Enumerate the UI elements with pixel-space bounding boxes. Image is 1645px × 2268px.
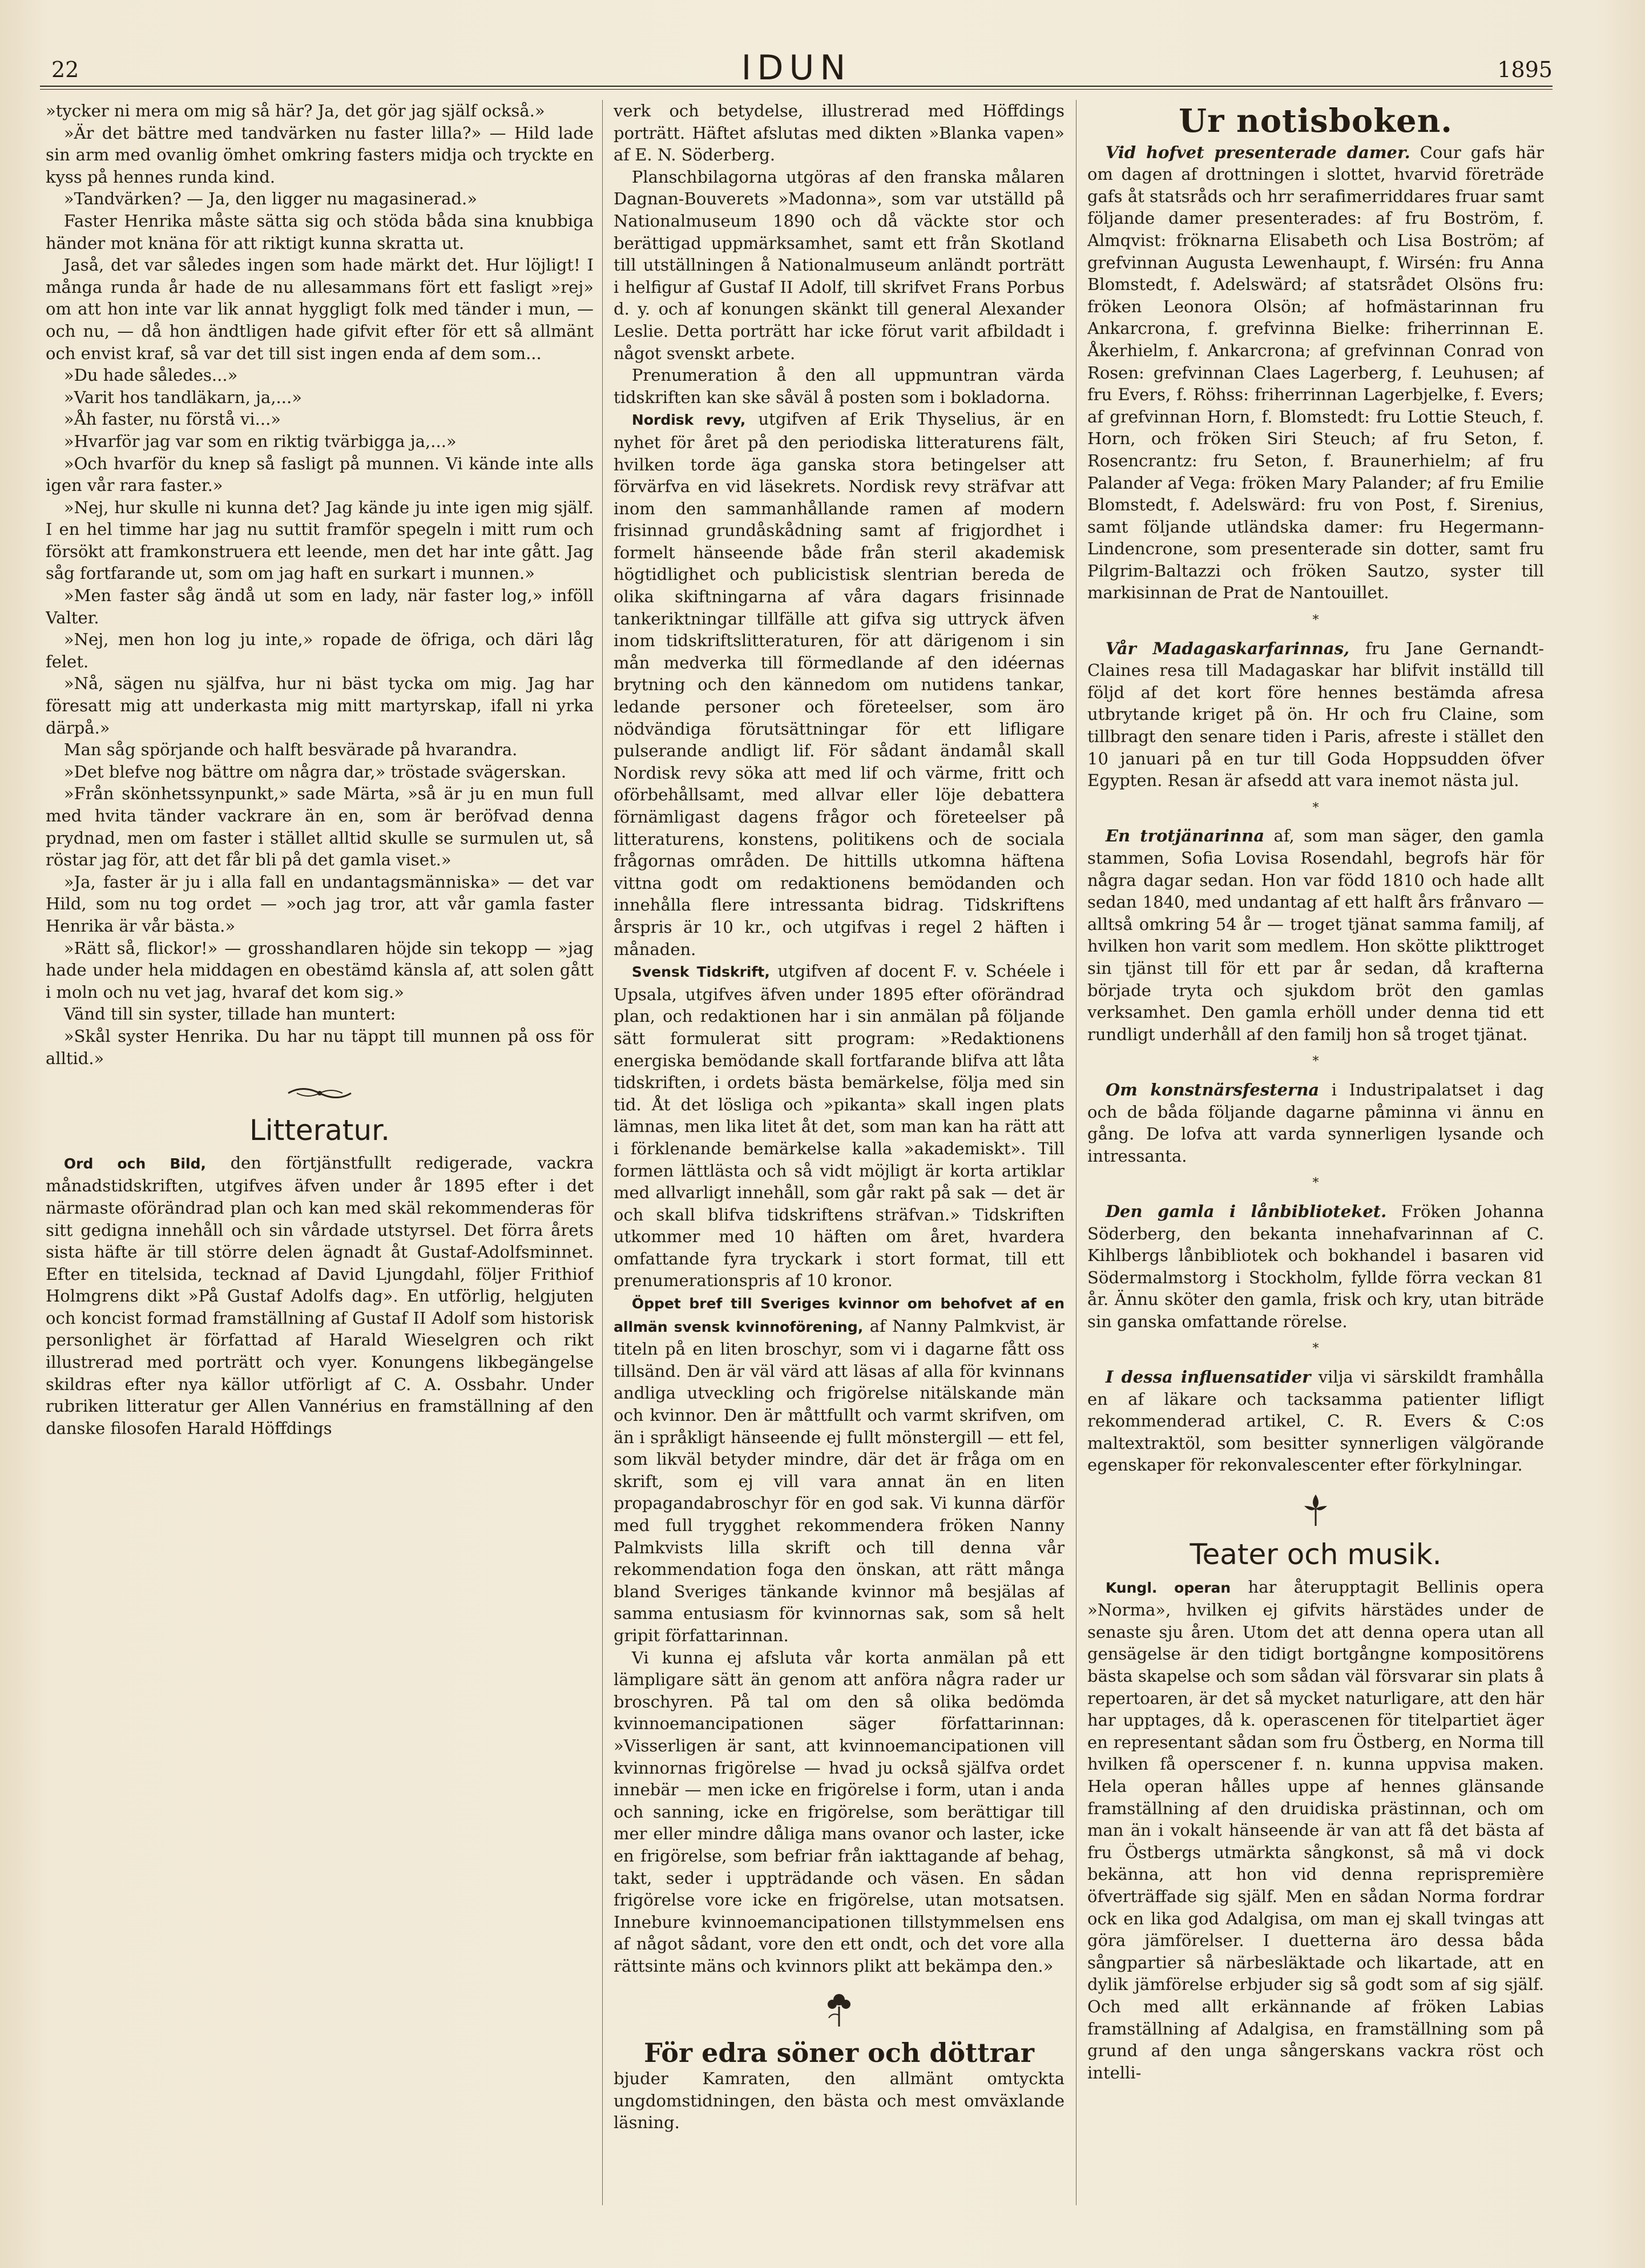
story-paragraph: Vänd till sin syster, tillade han muntert: xyxy=(63,1004,396,1024)
review-paragraph xyxy=(46,1152,594,1440)
story-paragraph: »Och hvarför du knep så fasligt på munnen. Vi kände inte alls igen vår rara faster.» xyxy=(46,453,594,496)
review-paragraph xyxy=(614,960,1065,1292)
separator-star: * xyxy=(1312,800,1319,815)
page-header xyxy=(40,46,1553,91)
review-lead: Nordisk revy, xyxy=(631,412,746,429)
story-paragraph: »Ja, faster är ju i alla fall en undantagsmänniska» — det var Hild, som nu tog ordet — »och jag tror, att vår gamla faster Henrika är vår bästa.» xyxy=(46,872,594,936)
notice-paragraph xyxy=(1087,1079,1544,1167)
review-paragraph xyxy=(614,1292,1065,1647)
flower-ornament-icon xyxy=(1296,1489,1336,1529)
flourish-ornament-icon xyxy=(285,1082,354,1105)
separator-star: * xyxy=(1312,1342,1319,1356)
notice-body: af, som man säger, den gamla stammen, Sofia Lovisa Rosendahl, begrofs här för några dagar sedan. Hon var född 1810 och hade allt sedan 1840, med undantag af ett halft års frånvaro — alltså omkring 54 år — troget tjänat samma familj, af hvilken hon varit som medlem. Hon skötte plikttroget sin tjänst till för ett par år sedan, då krafterna började tryta och sjukdom bröt den gamlas verksamhet. Den gamla erhöll under denna tid ett rundligt underhåll af den familj hon så troget tjänat. xyxy=(1087,826,1544,1044)
review-paragraph: verk och betydelse, illustrerad med Höffdings porträtt. Häftet afslutas med dikten »Blanka vapen» af E. N. Söderberg. xyxy=(614,101,1065,165)
column-middle xyxy=(614,100,1065,2205)
review-lead: Ord och Bild, xyxy=(63,1155,206,1172)
column-right xyxy=(1087,100,1544,2205)
flower-ornament-icon xyxy=(822,1989,856,2029)
theatre-body: har återupptagit Bellinis opera »Norma», hvilken ej gifvits härstädes under de senaste sju åren. Utom det att denna opera utan all gensägelse är den tidigt bortgångne kompositörens bästa skapelse och som sådan väl försvarar sin plats å repertoaren, är det så mycket naturligare, att den här har upptages, då k. operascenen för titelpartiet äger en representant sådan som fru Östberg, en Norma till hvilken få operscener f. n. kunna uppvisa maken. Hela operan hålles uppe af hennes glänsande framställning af den druidiska prästinnan, och om man än i vokalt hänseende är van att få det bästa af fru Östbergs utmärkta sångkonst, så må vi dock bekänna, att hon vid denna reprispremière öfverträffade sig själf. Men en sådan Norma fordrar ock en lika god Adalgisa, om man ej skall tvingas att göra jämförelser. I duetterna äro dessa båda sångpartier så närbesläktade och likartade, att en dylik jämförelse erbjuder sig så godt som af sig själf. Och med allt erkännande af fröken Labias framställning af Adalgisa, en framställning som på grund af den unga sångerskans vackra röst och intelli- xyxy=(1087,1577,1544,2082)
story-paragraph: »Skål syster Henrika. Du har nu täppt till munnen på oss för alltid.» xyxy=(46,1026,594,1068)
story-paragraph: »Åh faster, nu förstå vi...» xyxy=(63,409,281,429)
review-body: af Nanny Palmkvist, är titeln på en liten broschyr, som vi i dagarne fått oss tillsänd. Den är väl värd att läsas af alla för kvinnans andliga utveckling och frigörelse nitälskande män och kvinnor. Den är måttfullt och varmt skrifven, om än i språkligt hänseende ej fullt mönstergill — ett fel, som likväl betyder mindre, där det är fråga om en skrift, som ej vill vara annat än en liten propagandabroschyr för en god sak. Vi kunna därför med full trygghet rekommendera fröken Nanny Palmkvists lilla skrift och till denna vår rekommendation foga den önskan, att rätt många bland Sveriges tänkande kvinnor må besjälas af samma entusiasm för kvinnornas sak, som så helt gripit författarinnan. xyxy=(614,1316,1065,1645)
story-paragraph: Faster Henrika måste sätta sig och stöda båda sina knubbiga händer mot knäna för att riktigt kunna skratta ut. xyxy=(46,211,594,253)
review-lead: Öppet bref till Sveriges kvinnor om behofvet af en allmän svensk kvinnoförening, xyxy=(614,1295,1065,1335)
review-paragraph: Prenumeration å den all uppmuntran värda tidskriften kan ske såväl å posten som i bokladorna. xyxy=(614,365,1065,407)
review-body: den förtjänstfullt redigerade, vackra månadstidskriften, utgifves äfven under år 1895 efter i det närmaste oförändrad plan och kan med skäl rekommenderas för sitt gedigna innehåll och sin vårdade utstyrsel. Det förra årets sista häfte är till större delen ägnadt åt Gustaf-Adolfsminnet. Efter en titelsida, tecknad af David Ljungdahl, följer Frithiof Holmgrens dikt »På Gustaf Adolfs dag». En utförlig, helgjuten och koncist formad framställning af Gustaf II Adolf som historisk personlighet är författad af Harald Wieselgren och rikt illustrerad med porträtt och vyer. Konungens likbegängelse skildras efter nya källor utförligt af C. A. Ossbahr. Under rubriken litteratur ger Allen Vannérius en framställning af den danske filosofen Harald Höffdings xyxy=(46,1153,594,1438)
page-number: 22 xyxy=(51,57,79,82)
notice-body: i Industripalatset i dag och de båda följande dagarne påminna vi ännu en gång. De lofva att varda synnerligen lysande och intressanta. xyxy=(1087,1079,1544,1166)
story-paragraph: »Hvarför jag var som en riktig tvärbigga ja,...» xyxy=(63,431,457,451)
header-rule xyxy=(40,86,1553,87)
notice-body: fru Jane Gernandt-Claines resa till Madagaskar har blifvit inställd till följd af det kort före hennes bestämda afresa utbrytande kriget på ön. Hr och fru Claine, som tillbragt den senare tiden i Paris, afreste i stället den 10 januari på en tur till Goda Hoppsudden öfver Egypten. Resan är afsedd att vara inemot nästa jul. xyxy=(1087,638,1544,791)
review-paragraph: Planschbilagorna utgöras af den franska målaren Dagnan-Bouverets »Madonna», som var utställd på Nationalmuseum 1890 och då väckte stor och berättigad uppmärksamhet, samt ett från Skotland till utställningen å Nationalmuseum anländt porträtt i helfigur af Gustaf II Adolf, till skrifvet Frans Porbus d. y. och af konungen skänkt till general Alexander Leslie. Detta porträtt har icke förut varit afbildadt i något svenskt arbete. xyxy=(614,167,1065,363)
notice-paragraph xyxy=(1087,1201,1544,1333)
review-body: utgifven af Erik Thyselius, är en nyhet för året på den periodiska litteraturens fält, hvilken torde äga ganska stora betingelser att förvärfva en vid läsekrets. Nordisk revy sträfvar att inom den sammanhållande ramen af modern frisinnad grundåskådning samt af frigjordhet i formelt hänseende både från steril akademisk högtidlighet och publicistisk slentrian bereda de olika skiftningarna af våra dagars frisinnade tankeriktningar tillfälle att gifva sig uttryck äfven inom tidskriftslitteraturen, för att därigenom i sin mån medverka till förmedlande af den idéernas brytning och den kännedom om nutidens tankar, ledande personer och företeelser, som äro nödvändiga förutsättningar för ett lifligare pulserande andligt lif. För sådant ändamål skall Nordisk revy söka att med lif och värme, fritt och oförbehållsamt, med allvar eller löje debattera förnämligast dagens frågor och företeelser på litteraturens, konstens, politikens och de sociala frågornas områden. De hittills utkomna häftena vittna godt om redaktionens bemödanden och innehålla flere intressanta bidrag. Tidskriftens årspris är 10 kr., och utgifvas i regel 2 häften i månaden. xyxy=(614,409,1065,959)
story-paragraph: Jaså, det var således ingen som hade märkt det. Hur löjligt! I många runda år hade de nu allesammans fört ett fasligt »rej» om att hon inte var lik annat hyggligt folk med tänder i mun, — och nu, — då hon ändtligen hade gifvit efter för ett så allmänt och envist kraf, så var det till sist ingen enda af dem som... xyxy=(46,255,594,363)
story-paragraph: »Men faster såg ändå ut som en lady, när faster log,» inföll Valter. xyxy=(46,586,594,627)
notice-lead: Om konstnärsfesterna xyxy=(1105,1079,1320,1099)
review-body: utgifven af docent F. v. Schéele i Upsala, utgifves äfven under 1895 efter oförändrad plan, och redaktionen har i sin anmälan på följande sätt formulerat sitt program: »Redaktionens energiska bemödande skall fortfarande blifva att låta tidskriften, i ordets bästa bemärkelse, följa med sin tid. Åt det lösliga och »pikanta» skall ingen plats lämnas, men lika litet åt det, som man kan ha rätt att i förklenande bemärkelse kalla »akademiskt». Till formen lättlästa och så vidt möjligt är korta artiklar med allvarligt innehåll, som går rakt på sak — det är och skall blifva tidskriftens sträfvan.» Tidskriften utkommer med 10 häften om året, hvardera omfattande fyra tryckark i stort format, till ett prenumerationspris af 10 kronor. xyxy=(614,961,1065,1291)
story-paragraph: »Varit hos tandläkarn, ja,...» xyxy=(63,387,302,407)
notice-paragraph xyxy=(1087,825,1544,1045)
story-paragraph: »Nå, sägen nu själfva, hur ni bäst tycka om mig. Jag har föresatt mig att underkasta mig mitt martyrskap, ifall ni yrka därpå.» xyxy=(46,674,594,738)
notice-paragraph xyxy=(1087,638,1544,792)
notice-lead: En trotjänarinna xyxy=(1105,826,1265,846)
story-paragraph: »tycker ni mera om mig så här? Ja, det gör jag själf också.» xyxy=(46,101,545,120)
story-paragraph: »Nej, hur skulle ni kunna det? Jag kände ju inte igen mig själf. I en hel timme har jag nu suttit framför spegeln i mitt rum och försökt att framkonstruera ett leende, men det har inte gått. Jag såg fortfarande ut, som om jag haft en surkart i munnen.» xyxy=(46,497,594,583)
story-paragraph: »Nej, men hon log ju inte,» ropade de öfriga, och däri låg felet. xyxy=(46,630,594,671)
notice-paragraph xyxy=(1087,142,1544,604)
story-paragraph: »Från skönhetssynpunkt,» sade Märta, »så är ju en mun full med hvita tänder vackrare än en, som är beröfvad denna prydnad, men om faster i stället alltid skulle se surmulen ut, så röstar jag för, att det får bli på det gamla viset.» xyxy=(46,784,594,870)
story-paragraph: »Tandvärken? — Ja, den ligger nu magasinerad.» xyxy=(63,189,477,209)
story-paragraph: »Är det bättre med tandvärken nu faster lilla?» — Hild lade sin arm med ovanlig ömhet omkring fasters midja och tryckte en kyss på hennes runda kind. xyxy=(46,123,594,187)
masthead-title: IDUN xyxy=(741,48,852,88)
advertisement-text: bjuder Kamraten, den allmänt omtyckta ungdomstidningen, den bästa och mest omväxlande läsning. xyxy=(614,2069,1065,2133)
review-lead: Svensk Tidskrift, xyxy=(631,964,770,981)
review-paragraph xyxy=(614,408,1065,960)
notice-paragraph xyxy=(1087,1366,1544,1476)
section-title-teater: Teater och musik. xyxy=(1190,1538,1442,1572)
separator-star: * xyxy=(1312,613,1319,628)
notice-body: Fröken Johanna Söderberg, den bekanta innehafvarinnan af C. Kihlbergs lånbibliotek och bokhandel i basaren vid Södermalmstorg i Stockholm, fyllde förra veckan 81 år. Ännu sköter den gamla, frisk och kry, utan biträde sin ganska omfattande rörelse. xyxy=(1087,1201,1544,1331)
section-title-litteratur: Litteratur. xyxy=(249,1114,390,1147)
notice-lead: Vid hofvet presenterade damer. xyxy=(1105,142,1410,162)
column-divider xyxy=(602,100,603,2205)
review-paragraph: Vi kunna ej afsluta vår korta anmälan på ett lämpligare sätt än genom att anföra några rader ur broschyren. På tal om den så olika bedömda kvinnoemancipationen säger författarinnan: »Visserligen är sant, att kvinnoemancipationen vill kvinnornas frigörelse — hvad ju också själfva ordet innebär — men icke en frigörelse i form, utan i anda och sanning, icke en frigörelse, som berättigar till mer eller mindre dåliga mans ovanor och laster, icke en frigörelse, som befriar från iakttagande af behag, takt, seder i uppträdande och väsen. En sådan frigörelse vore icke en frigörelse, utan motsatsen. Innebure kvinnoemancipationen tillstymmelsen ens af något sådant, vore den ett ondt, och det vore alla rättsinte mäns och kvinnors plikt att bekämpa den.» xyxy=(614,1647,1065,1976)
column-left xyxy=(46,100,594,2205)
notice-body: vilja vi särskildt framhålla en af läkare och tacksamma patienter lifligt rekommenderad artikel, C. R. Evers & C:os maltextraktöl, som besitter synnerligen välgörande egenskaper för rekonvalescenter efter förkylningar. xyxy=(1087,1367,1544,1475)
theatre-lead: Kungl. operan xyxy=(1105,1579,1231,1596)
notice-lead: Vår Madagaskarfarinnas, xyxy=(1105,638,1350,658)
story-paragraph: »Du hade således...» xyxy=(63,365,238,385)
story-paragraph: »Rätt så, flickor!» — grosshandlaren höjde sin tekopp — »jag hade under hela middagen en obestämd känsla af, att solen gått i moln och nu vet jag, hvaraf det kom sig.» xyxy=(46,938,594,1002)
separator-star: * xyxy=(1312,1176,1319,1191)
theatre-paragraph xyxy=(1087,1576,1544,2084)
advertisement-title: För edra söner och döttrar xyxy=(644,2037,1034,2069)
separator-star: * xyxy=(1312,1054,1319,1069)
section-title-notisboken: Ur notisboken. xyxy=(1179,102,1453,140)
issue-year: 1895 xyxy=(1497,57,1553,82)
notice-body: Cour gafs här om dagen af drottningen i slottet, hvarvid företräde gafs åt statsråds och hrr serafimerriddares fruar samt följande damer presenterades: af fru Boström, f. Almqvist: fröknarna Elisabeth och Lisa Boström; af grefvinnan Augusta Lewenhaupt, f. Wirsén: fru Anna Blomstedt, f. Adelswärd; af statsrådet Olsöns fru: fröken Leonora Olsön; af hofmästarinnan fru Ankarcrona, f. grefvinna Bielke: friherrinnan E. Åkerhielm, f. Ankarcrona; af grefvinnan Conrad von Rosen: grefvinnan Claes Lagerberg, f. Leuhusen; af fru Evers, f. Röhss: friherrinnan Lagerbjelke, f. Evers; af grefvinnan Horn, f. Blomstedt: fru Lottie Steuch, f. Horn, och fröken Siri Steuch; af fru Seton, f. Rosencrantz: fru Seton, f. Braunerhielm; af fru Palander af Vega: fröken Mary Palander; af fru Emilie Blomstedt, f. Adelswärd: fru von Post, f. Sirenius, samt följande utländska damer: fru Hegermann-Lindencrone, som presenterade sin dotter, samt fru Pilgrim-Baltazzi och fröken Sautzo, syster till markisinnan de Prat de Nantouillet. xyxy=(1087,142,1544,603)
story-paragraph: »Det blefve nog bättre om några dar,» tröstade svägerskan. xyxy=(63,762,567,781)
story-paragraph: Man såg spörjande och halft besvärade på hvarandra. xyxy=(63,740,518,760)
notice-lead: Den gamla i lånbiblioteket. xyxy=(1105,1201,1387,1221)
header-rule-thin xyxy=(40,89,1553,90)
notice-lead: I dessa influensatider xyxy=(1105,1367,1311,1387)
